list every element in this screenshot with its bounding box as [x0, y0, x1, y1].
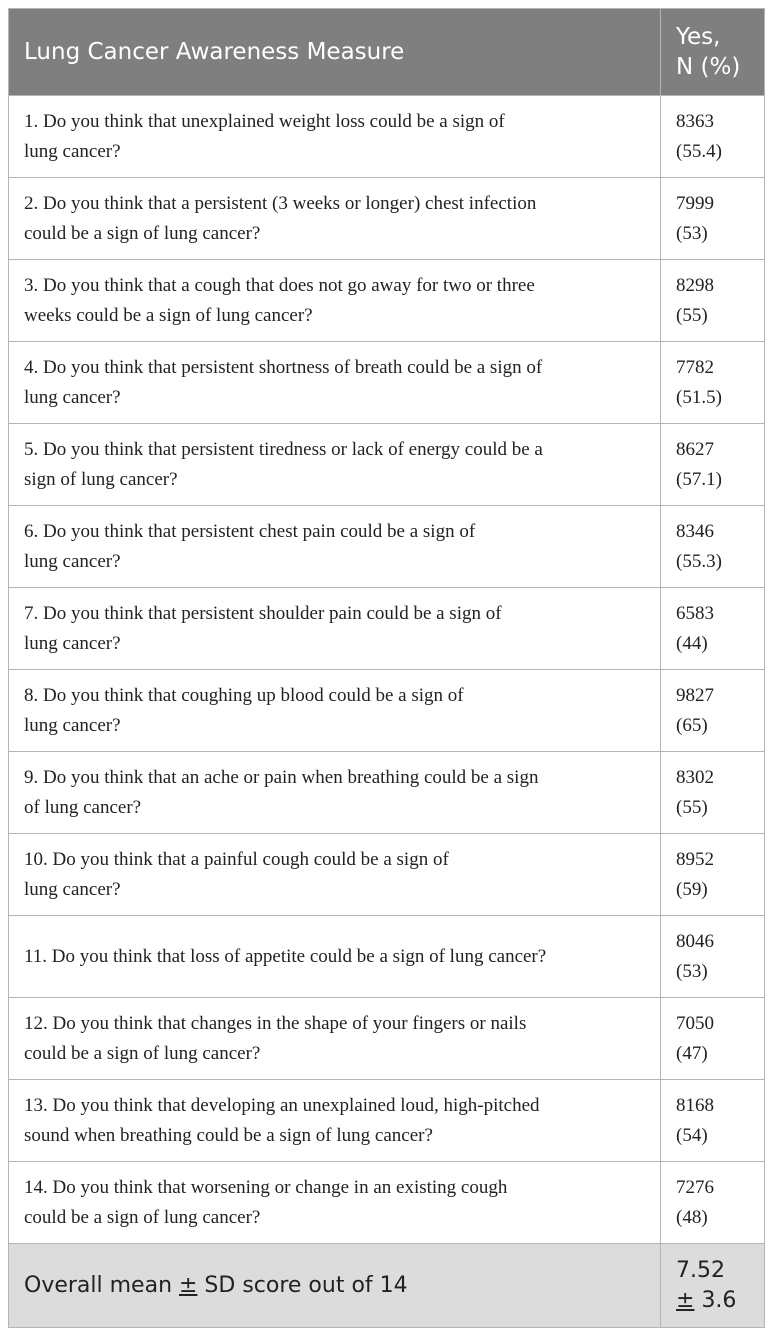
question-text-line2: lung cancer? [24, 550, 121, 572]
yes-percent: (51.5) [676, 386, 722, 408]
question-cell [9, 342, 661, 424]
yes-count-cell [661, 670, 765, 752]
yes-percent: (44) [676, 632, 708, 654]
table-row [9, 424, 765, 506]
yes-percent: (53) [676, 960, 708, 982]
yes-count: 8298 [676, 274, 714, 296]
yes-count-cell [661, 752, 765, 834]
question-cell [9, 1162, 661, 1244]
yes-percent: (48) [676, 1206, 708, 1228]
header-yes-line2: N (%) [676, 54, 741, 80]
question-cell [9, 424, 661, 506]
question-text-line1: 14. Do you think that worsening or change in an existing cough [24, 1176, 508, 1198]
question-text-line1: 11. Do you think that loss of appetite could be a sign of lung cancer? [24, 945, 547, 967]
summary-label-post: SD score out of 14 [197, 1272, 408, 1298]
yes-count-cell [661, 998, 765, 1080]
yes-count: 7782 [676, 356, 714, 378]
table-row [9, 752, 765, 834]
table-row [9, 506, 765, 588]
yes-count: 8168 [676, 1094, 714, 1116]
table-row [9, 670, 765, 752]
summary-mean: 7.52 [676, 1257, 725, 1283]
yes-count: 8363 [676, 110, 714, 132]
question-text-line1: 8. Do you think that coughing up blood could be a sign of [24, 684, 464, 706]
yes-count: 8952 [676, 848, 714, 870]
table-row [9, 96, 765, 178]
question-cell [9, 752, 661, 834]
yes-count: 8046 [676, 930, 714, 952]
summary-sd: 3.6 [701, 1287, 737, 1313]
plus-minus-sign: ± [179, 1272, 198, 1298]
summary-pm-sign: ± [676, 1287, 695, 1313]
yes-count-cell [661, 834, 765, 916]
question-text-line2: sound when breathing could be a sign of lung cancer? [24, 1124, 433, 1146]
question-cell [9, 96, 661, 178]
question-text-line1: 13. Do you think that developing an unexplained loud, high-pitched [24, 1094, 540, 1116]
question-cell [9, 506, 661, 588]
question-text-line2: lung cancer? [24, 140, 121, 162]
question-text-line1: 3. Do you think that a cough that does not go away for two or three [24, 274, 535, 296]
question-text-line2: could be a sign of lung cancer? [24, 1206, 261, 1228]
question-text-line1: 2. Do you think that a persistent (3 weeks or longer) chest infection [24, 192, 537, 214]
question-text-line2: of lung cancer? [24, 796, 142, 818]
table-row [9, 916, 765, 998]
yes-count-cell [661, 1162, 765, 1244]
yes-count: 6583 [676, 602, 714, 624]
summary-label-pre: Overall mean [24, 1272, 179, 1298]
question-text-line2: could be a sign of lung cancer? [24, 1042, 261, 1064]
question-cell [9, 260, 661, 342]
question-text-line1: 1. Do you think that unexplained weight loss could be a sign of [24, 110, 505, 132]
yes-count: 7999 [676, 192, 714, 214]
yes-count-cell [661, 916, 765, 998]
summary-label [9, 1244, 661, 1328]
yes-percent: (65) [676, 714, 708, 736]
question-cell [9, 670, 661, 752]
table-row [9, 834, 765, 916]
yes-percent: (55) [676, 796, 708, 818]
question-text-line1: 12. Do you think that changes in the shape of your fingers or nails [24, 1012, 527, 1034]
table-row [9, 1162, 765, 1244]
yes-percent: (55.3) [676, 550, 722, 572]
question-text-line2: lung cancer? [24, 632, 121, 654]
question-text-line2: lung cancer? [24, 714, 121, 736]
yes-count-cell [661, 588, 765, 670]
question-cell [9, 178, 661, 260]
table-row [9, 178, 765, 260]
question-text-line2: lung cancer? [24, 386, 121, 408]
yes-count-cell [661, 1080, 765, 1162]
yes-percent: (54) [676, 1124, 708, 1146]
yes-count: 7050 [676, 1012, 714, 1034]
table-row [9, 1080, 765, 1162]
question-text-line2: weeks could be a sign of lung cancer? [24, 304, 313, 326]
header-yes [661, 9, 765, 96]
header-row [9, 9, 765, 96]
yes-count-cell [661, 178, 765, 260]
question-cell [9, 998, 661, 1080]
yes-percent: (47) [676, 1042, 708, 1064]
question-text-line1: 7. Do you think that persistent shoulder pain could be a sign of [24, 602, 502, 624]
awareness-table [8, 8, 765, 1328]
question-text-line1: 10. Do you think that a painful cough could be a sign of [24, 848, 449, 870]
question-cell [9, 834, 661, 916]
yes-percent: (57.1) [676, 468, 722, 490]
table-row [9, 260, 765, 342]
question-text-line1: 5. Do you think that persistent tiredness or lack of energy could be a [24, 438, 543, 460]
yes-count-cell [661, 424, 765, 506]
question-text-line1: 4. Do you think that persistent shortness of breath could be a sign of [24, 356, 543, 378]
question-cell [9, 1080, 661, 1162]
yes-percent: (59) [676, 878, 708, 900]
summary-row [9, 1244, 765, 1328]
question-text-line2: lung cancer? [24, 878, 121, 900]
yes-count-cell [661, 96, 765, 178]
yes-percent: (55.4) [676, 140, 722, 162]
yes-percent: (53) [676, 222, 708, 244]
question-text-line2: could be a sign of lung cancer? [24, 222, 261, 244]
summary-value [661, 1244, 765, 1328]
header-measure: Lung Cancer Awareness Measure [9, 9, 661, 96]
yes-count: 8627 [676, 438, 714, 460]
yes-count: 9827 [676, 684, 714, 706]
table-row [9, 998, 765, 1080]
table-row [9, 342, 765, 424]
yes-count: 8346 [676, 520, 714, 542]
yes-count-cell [661, 260, 765, 342]
yes-percent: (55) [676, 304, 708, 326]
question-cell [9, 916, 661, 998]
question-text-line1: 9. Do you think that an ache or pain when breathing could be a sign [24, 766, 539, 788]
yes-count: 7276 [676, 1176, 714, 1198]
header-yes-line1: Yes, [676, 24, 721, 50]
yes-count-cell [661, 342, 765, 424]
question-text-line1: 6. Do you think that persistent chest pain could be a sign of [24, 520, 476, 542]
table-row [9, 588, 765, 670]
question-text-line2: sign of lung cancer? [24, 468, 178, 490]
yes-count: 8302 [676, 766, 714, 788]
question-cell [9, 588, 661, 670]
yes-count-cell [661, 506, 765, 588]
